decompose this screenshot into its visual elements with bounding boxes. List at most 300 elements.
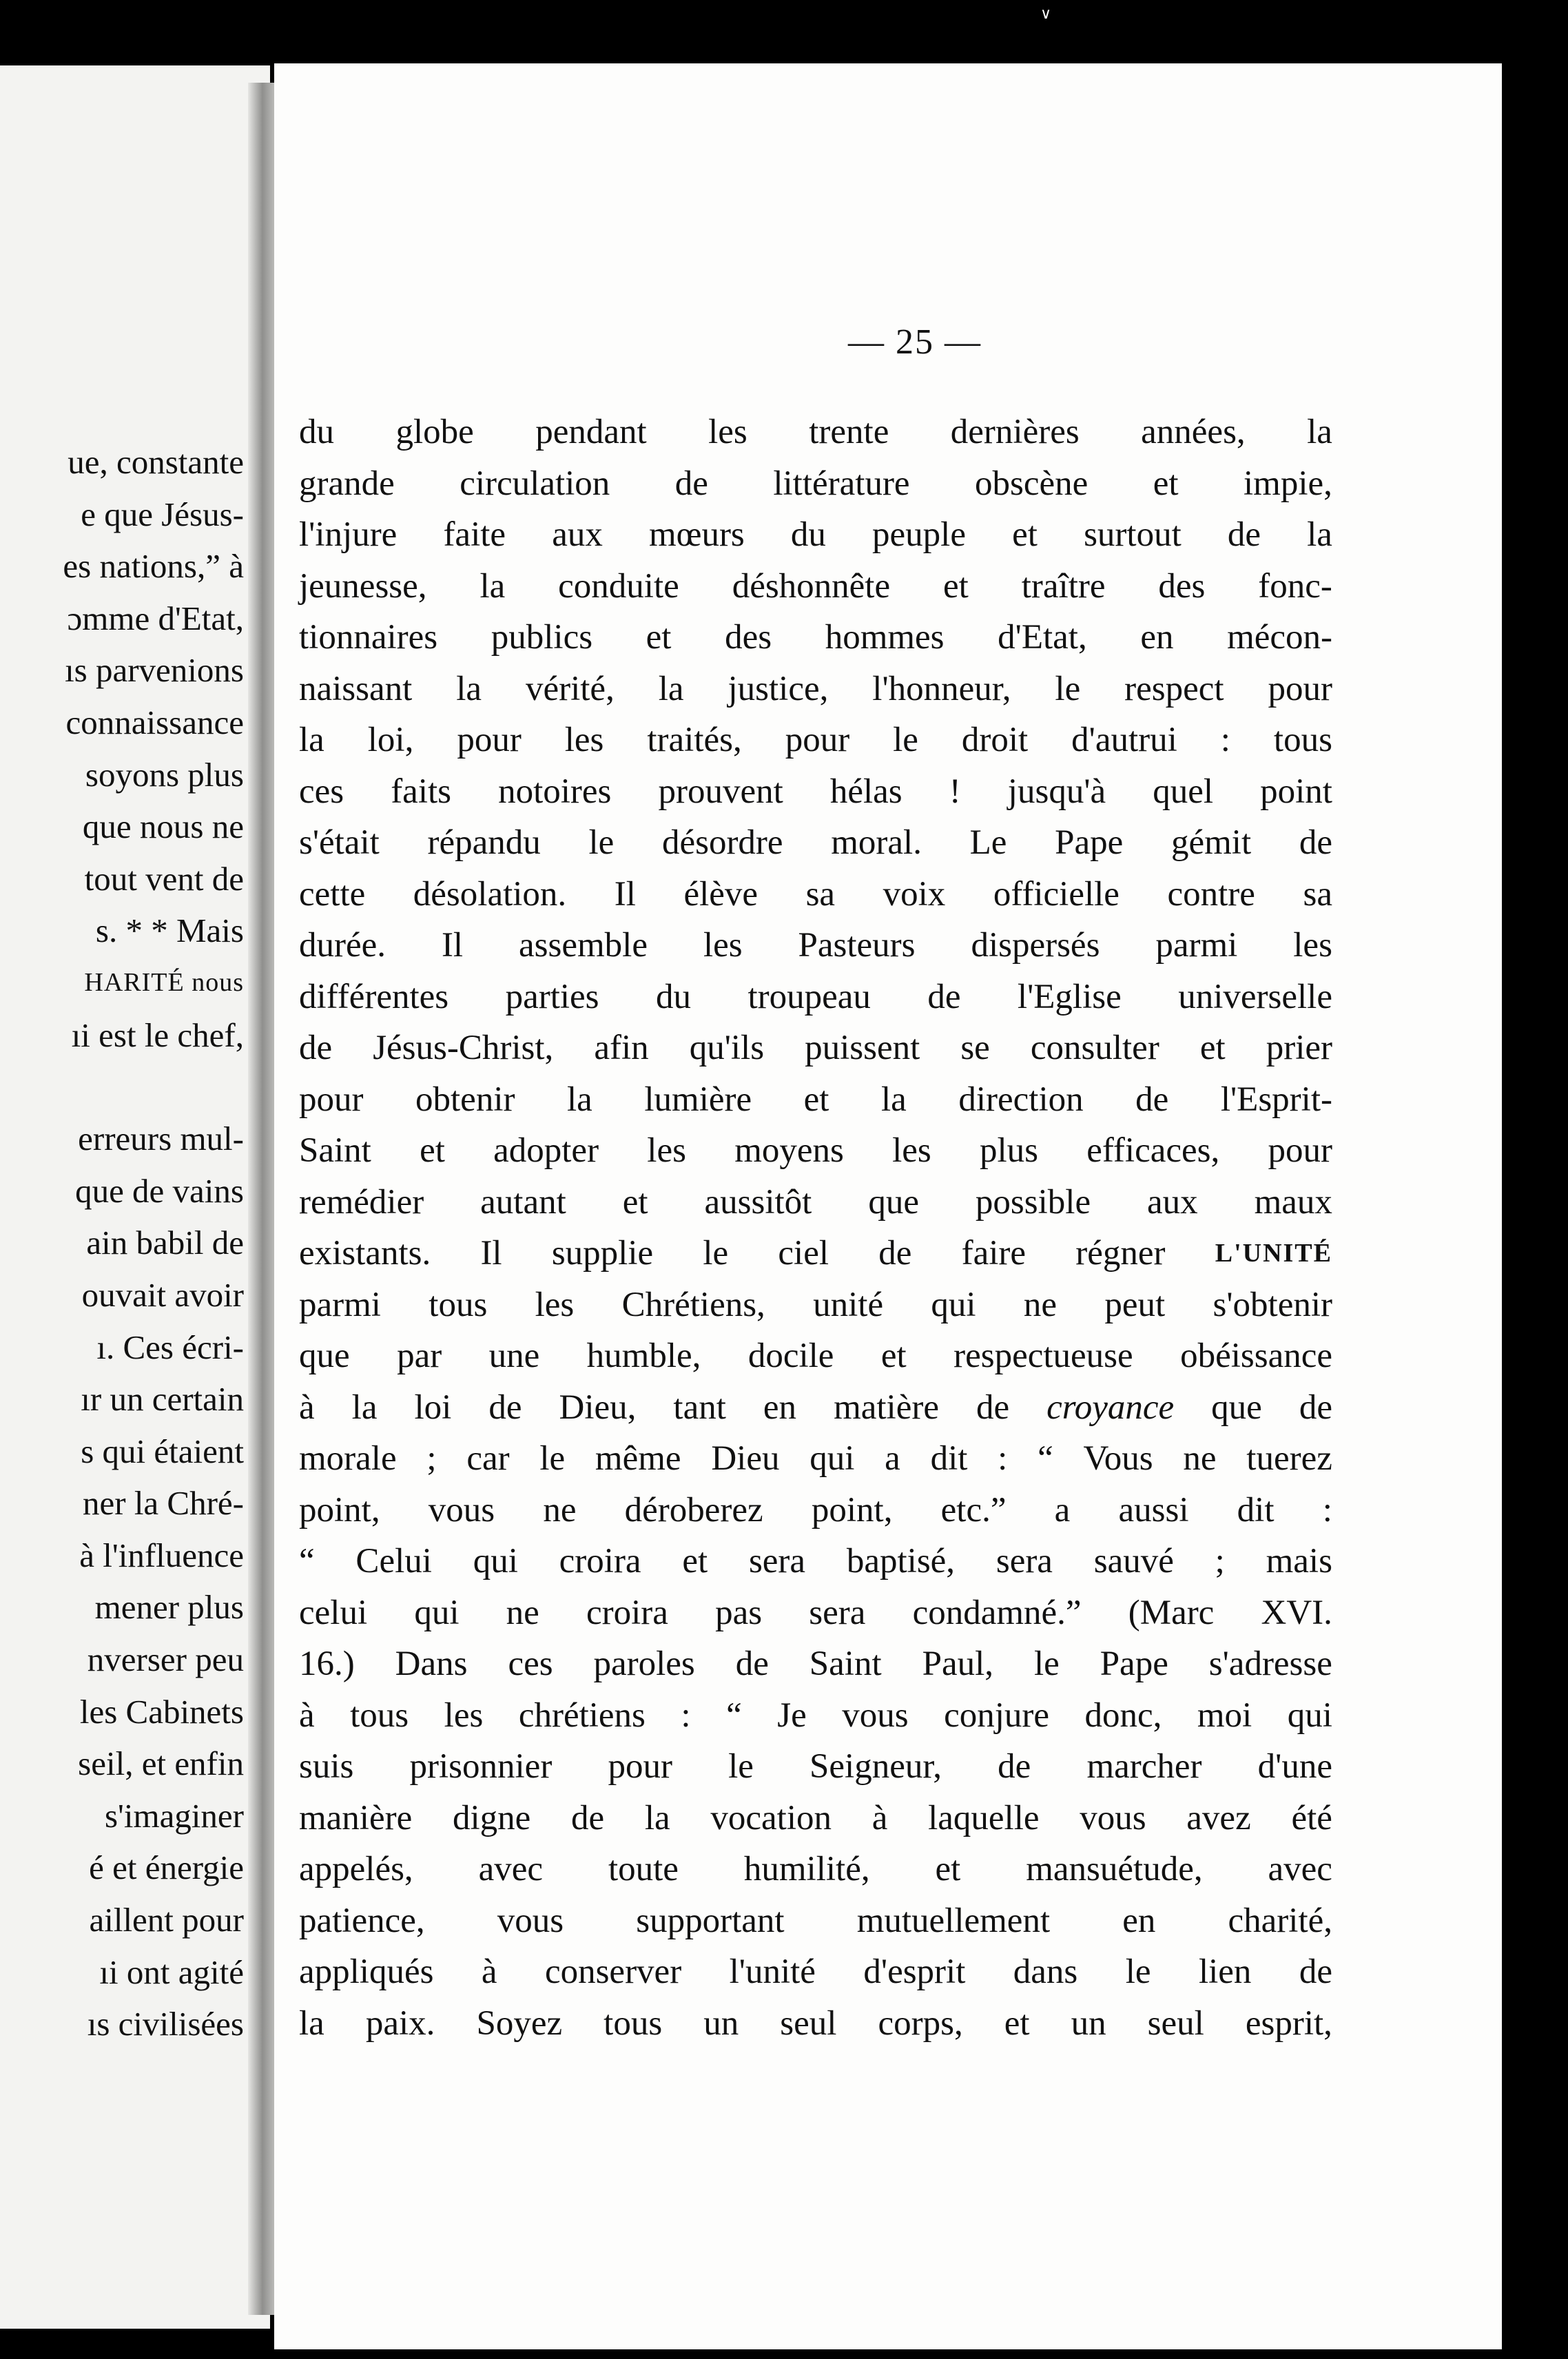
word: voix (883, 874, 946, 914)
word: appelés, (299, 1850, 413, 1888)
previous-page-line: ı. Ces écri- (96, 1328, 244, 1366)
word: efficaces, (1086, 1131, 1220, 1170)
word: toute (608, 1850, 679, 1888)
body-line (299, 1998, 1332, 2050)
body-line (299, 971, 1332, 1023)
word: fonc- (1258, 566, 1332, 606)
body-line (299, 1793, 1332, 1844)
previous-page-line: ue, constante (68, 443, 244, 481)
body-line (299, 1485, 1332, 1536)
word: notoires (498, 772, 612, 811)
body-line (299, 1587, 1332, 1639)
word: d'autrui (1071, 721, 1177, 759)
word: de (1299, 1953, 1332, 1991)
word: de (927, 977, 961, 1016)
word: déroberez (624, 1490, 763, 1529)
word: pour (785, 721, 850, 759)
previous-page-line: erreurs mul- (78, 1120, 244, 1158)
body-line (299, 714, 1332, 766)
word: Soyez (476, 2003, 563, 2043)
word: consulter (1030, 1029, 1159, 1067)
word: humilité, (743, 1850, 870, 1888)
word: pour (457, 721, 522, 759)
previous-page-line: les Cabinets (79, 1692, 244, 1731)
word: et (682, 1542, 708, 1580)
previous-page-line: s qui étaient (81, 1432, 244, 1470)
word: le (893, 721, 918, 759)
previous-page-line: ıi ont agité (99, 1953, 244, 1991)
word: Celui (355, 1542, 432, 1580)
word: matière (834, 1388, 939, 1427)
word: contre (1167, 874, 1255, 914)
word: corps, (878, 2003, 963, 2043)
word: a (1054, 1490, 1071, 1529)
previous-page-line: que de vains (75, 1171, 244, 1210)
word: à (299, 1388, 315, 1427)
page-body-text (299, 406, 1332, 2049)
word: la (351, 1388, 378, 1427)
word: tous (350, 1696, 409, 1735)
word: ces (299, 772, 344, 811)
word: du (790, 515, 826, 554)
word: aussi (1118, 1490, 1189, 1529)
word: assemble (519, 926, 648, 965)
word: patience, (299, 1901, 425, 1940)
word: lumière (644, 1080, 752, 1119)
word: marcher (1086, 1747, 1202, 1786)
word: et (1199, 1029, 1226, 1067)
word: différentes (299, 977, 449, 1016)
word: moi (1197, 1696, 1252, 1735)
word: aux (1147, 1182, 1198, 1222)
word: les (535, 1285, 575, 1324)
word: digne (452, 1798, 531, 1837)
word: Pasteurs (798, 926, 916, 965)
body-line (299, 612, 1332, 663)
word: désordre (661, 823, 783, 862)
body-line (299, 920, 1332, 971)
word: cette (299, 874, 366, 914)
previous-page-line: soyons plus (85, 755, 244, 794)
word: officielle (993, 874, 1120, 914)
word: ne (1183, 1439, 1217, 1478)
word: le (1125, 1953, 1151, 1991)
word: prouvent (658, 772, 783, 811)
word: croira (586, 1593, 668, 1632)
word: grande (299, 464, 395, 503)
previous-page-text (0, 436, 244, 2050)
word: : (1322, 1490, 1332, 1529)
body-line (299, 1741, 1332, 1793)
word: de (998, 1747, 1031, 1786)
word: supportant (636, 1901, 785, 1940)
word: Paul, (922, 1645, 993, 1683)
body-line (299, 663, 1332, 715)
word: d'esprit (863, 1953, 966, 1991)
word: s'adresse (1208, 1645, 1332, 1683)
word: ne (1023, 1285, 1058, 1324)
previous-page-line: ıs parvenions (65, 651, 244, 690)
word: à (299, 1696, 315, 1735)
word: a (885, 1439, 900, 1478)
word: et (943, 566, 969, 606)
word: prisonnier (409, 1747, 553, 1786)
word: L'UNITÉ (1215, 1239, 1332, 1268)
word: l'unité (729, 1953, 816, 1991)
word: loi, (367, 721, 414, 759)
word: de (878, 1234, 912, 1273)
word: publics (491, 618, 593, 657)
word: obscène (975, 464, 1089, 503)
word: la (567, 1080, 592, 1119)
word: pour (1268, 669, 1332, 708)
body-line (299, 561, 1332, 612)
word: pour (1268, 1131, 1332, 1170)
body-line (299, 458, 1332, 510)
word: Saint (299, 1131, 371, 1170)
previous-page-line: que nous ne (82, 807, 244, 846)
body-line (299, 1330, 1332, 1382)
word: et (1012, 515, 1038, 554)
previous-page-line: ain babil de (86, 1224, 244, 1262)
word: gémit (1170, 823, 1252, 862)
word: sa (805, 874, 836, 914)
word: traités, (647, 721, 742, 759)
word: dit (930, 1439, 968, 1478)
word: de (674, 464, 708, 503)
word: en (1122, 1901, 1156, 1940)
word: le (728, 1747, 754, 1786)
word: baptisé, (846, 1542, 956, 1580)
word: mutuellement (856, 1901, 1051, 1940)
word: ! (949, 772, 961, 811)
word: direction (958, 1080, 1084, 1119)
word: peut (1104, 1285, 1166, 1324)
word: vous (428, 1490, 495, 1529)
previous-page-line: nverser peu (87, 1640, 244, 1679)
word: vocation (710, 1798, 832, 1837)
word: que (299, 1337, 350, 1375)
word: un (703, 2003, 739, 2043)
word: désolation. (413, 874, 567, 914)
word: (Marc (1128, 1593, 1215, 1632)
word: pour (299, 1080, 364, 1119)
page-number: — 25 — (848, 322, 982, 362)
word: morale (299, 1439, 397, 1478)
word: mœurs (648, 515, 745, 554)
word: aux (552, 515, 603, 554)
word: Il (480, 1234, 502, 1273)
word: existants. (299, 1234, 431, 1273)
word: mansuétude, (1026, 1850, 1203, 1888)
word: sauvé (1093, 1542, 1174, 1580)
word: seul (780, 2003, 837, 2043)
word: car (466, 1439, 510, 1478)
word: le (588, 823, 615, 862)
word: les (647, 1131, 686, 1170)
word: Pape (1100, 1645, 1168, 1683)
word: du (655, 977, 691, 1016)
word: se (960, 1029, 990, 1067)
word: la (456, 669, 482, 708)
word: littérature (773, 464, 910, 503)
word: esprit, (1245, 2003, 1332, 2043)
word: : (998, 1439, 1008, 1478)
previous-page-line: mener plus (94, 1588, 244, 1627)
word: vous (497, 1901, 564, 1940)
previous-page-line: ouvait avoir (81, 1275, 244, 1314)
body-line (299, 1844, 1332, 1895)
word: parmi (1155, 926, 1238, 965)
word: le (1055, 669, 1081, 708)
word: obtenir (415, 1080, 515, 1119)
word: naissant (299, 669, 413, 708)
word: qu'ils (689, 1029, 765, 1067)
word: sera (748, 1542, 806, 1580)
word: autant (480, 1182, 566, 1222)
word: les (708, 413, 747, 451)
word: Vous (1083, 1439, 1153, 1478)
word: sa (1303, 874, 1332, 914)
word: les (564, 721, 604, 759)
body-line (299, 1690, 1332, 1742)
word: puissent (805, 1029, 920, 1067)
word: paroles (593, 1645, 695, 1683)
word: et (1004, 2003, 1030, 2043)
word: d'une (1257, 1747, 1332, 1786)
word: peuple (872, 515, 966, 554)
word: ne (506, 1593, 539, 1632)
word: surtout (1084, 515, 1182, 554)
previous-page-line: aillent pour (89, 1901, 244, 1939)
word: régner (1075, 1234, 1166, 1273)
word: circulation (460, 464, 610, 503)
word: Il (441, 926, 464, 965)
word: sera (996, 1542, 1053, 1580)
previous-page-fragment (0, 65, 270, 2329)
word: charité, (1228, 1901, 1332, 1940)
word: “ (1038, 1439, 1053, 1478)
word: du (299, 413, 334, 451)
word: laquelle (928, 1798, 1040, 1837)
word: que (868, 1182, 919, 1222)
word: adopter (493, 1131, 599, 1170)
word: et (880, 1337, 907, 1375)
word: vous (842, 1696, 909, 1735)
word: de (1299, 1388, 1332, 1427)
body-line (299, 766, 1332, 818)
word: Jésus-Christ, (373, 1029, 554, 1067)
word: répandu (427, 823, 541, 862)
previous-page-line: connaissance (65, 703, 244, 741)
word: seul (1147, 2003, 1204, 2043)
previous-page-line (0, 1061, 244, 1113)
word: ne (543, 1490, 577, 1529)
word: avec (1268, 1850, 1332, 1888)
word: la (1307, 515, 1332, 554)
word: manière (299, 1798, 413, 1837)
word: troupeau (747, 977, 871, 1016)
word: des (1158, 566, 1206, 606)
word: pas (715, 1593, 763, 1632)
word: même (595, 1439, 681, 1478)
body-line (299, 1638, 1332, 1690)
word: une (488, 1337, 540, 1375)
word: XVI. (1261, 1593, 1332, 1632)
previous-page-line: ır un certain (81, 1380, 244, 1419)
body-line (299, 406, 1332, 458)
word: aussitôt (704, 1182, 812, 1222)
word: croyance (1046, 1388, 1175, 1427)
word: durée. (299, 926, 386, 965)
word: docile (747, 1337, 834, 1375)
word: traître (1021, 566, 1106, 606)
word: les (892, 1131, 931, 1170)
word: unité (813, 1285, 884, 1324)
word: et (803, 1080, 829, 1119)
word: justice, (728, 669, 829, 708)
previous-page-line: s. * * Mais (95, 911, 244, 950)
word: afin (594, 1029, 649, 1067)
word: hélas (829, 772, 902, 811)
word: universelle (1178, 977, 1332, 1016)
word: l'Eglise (1017, 977, 1122, 1016)
word: la (299, 721, 324, 759)
word: et (935, 1850, 961, 1888)
current-page (274, 63, 1502, 2349)
body-line (299, 509, 1332, 561)
word: faire (961, 1234, 1027, 1273)
word: celui (299, 1593, 368, 1632)
body-line (299, 1433, 1332, 1485)
word: déshonnête (732, 566, 891, 606)
word: 16.) (299, 1645, 355, 1683)
word: les (1293, 926, 1332, 965)
word: pendant (535, 413, 647, 451)
body-line (299, 869, 1332, 920)
word: “ (726, 1696, 742, 1735)
previous-page-line: HARITÉ nous (84, 967, 244, 997)
word: prier (1266, 1029, 1332, 1067)
word: plus (979, 1131, 1038, 1170)
word: qui (473, 1542, 518, 1580)
word: croira (559, 1542, 641, 1580)
word: jeunesse, (299, 566, 427, 606)
word: élève (683, 874, 759, 914)
body-line (299, 817, 1332, 869)
word: etc.” (940, 1490, 1007, 1529)
previous-page-line: seil, et enfin (78, 1744, 244, 1783)
word: tant (673, 1388, 726, 1427)
word: point (1260, 772, 1332, 811)
word: qui (1287, 1696, 1332, 1735)
word: droit (961, 721, 1029, 759)
word: s'obtenir (1213, 1285, 1332, 1324)
previous-page-line: à l'influence (79, 1536, 244, 1574)
word: trente (809, 413, 889, 451)
word: de (299, 1029, 333, 1067)
word: dernières (950, 413, 1080, 451)
word: le (539, 1439, 566, 1478)
word: années, (1141, 413, 1246, 451)
word: suis (299, 1747, 354, 1786)
word: tionnaires (299, 618, 438, 657)
word: et (646, 618, 672, 657)
word: Dieu, (559, 1388, 637, 1427)
previous-page-line: tout vent de (84, 859, 244, 898)
word: Pape (1055, 823, 1124, 862)
scan-corner-mark: ∨ (1040, 6, 1052, 23)
word: et (622, 1182, 648, 1222)
word: mais (1266, 1542, 1332, 1580)
previous-page-line: ner la Chré- (83, 1484, 244, 1523)
word: sera (809, 1593, 866, 1632)
word: ; (426, 1439, 437, 1478)
word: la (881, 1080, 907, 1119)
previous-page-line: ıi est le chef, (71, 1016, 244, 1054)
word: ; (1215, 1542, 1225, 1580)
word: la (644, 1798, 670, 1837)
word: qui (809, 1439, 855, 1478)
word: l'honneur, (872, 669, 1011, 708)
word: à (871, 1798, 888, 1837)
word: globe (395, 413, 474, 451)
previous-page-line: ɔmme d'Etat, (67, 599, 244, 637)
word: Il (614, 874, 636, 914)
word: paix. (365, 2003, 435, 2043)
word: de (1299, 823, 1332, 862)
word: la (479, 566, 506, 606)
word: par (397, 1337, 442, 1375)
word: chrétiens (518, 1696, 646, 1735)
word: quel (1153, 772, 1214, 811)
word: jusqu'à (1007, 772, 1106, 811)
word: tuerez (1246, 1439, 1332, 1478)
word: appliqués (299, 1953, 434, 1991)
word: loi (414, 1388, 452, 1427)
word: parties (505, 977, 599, 1016)
word: l'injure (299, 515, 398, 554)
word: moral. (831, 823, 922, 862)
word: respect (1124, 669, 1224, 708)
word: lien (1198, 1953, 1252, 1991)
word: conserver (544, 1953, 682, 1991)
word: le (703, 1234, 729, 1273)
word: la (658, 669, 684, 708)
word: la (1307, 413, 1332, 451)
body-line (299, 1228, 1332, 1279)
word: mécon- (1227, 618, 1332, 657)
word: et (1153, 464, 1179, 503)
word: en (1140, 618, 1174, 657)
word: l'Esprit- (1220, 1080, 1332, 1119)
body-line (299, 1074, 1332, 1126)
word: dans (1013, 1953, 1078, 1991)
word: dispersés (971, 926, 1100, 965)
word: condamné.” (912, 1593, 1082, 1632)
word: Le (969, 823, 1007, 862)
body-line (299, 1279, 1332, 1331)
word: impie, (1244, 464, 1332, 503)
word: de (570, 1798, 605, 1837)
word: ces (508, 1645, 553, 1683)
word: les (444, 1696, 484, 1735)
word: supplie (551, 1234, 654, 1273)
word: Saint (809, 1645, 882, 1683)
word: humble, (586, 1337, 701, 1375)
word: ciel (778, 1234, 829, 1273)
word: tous (1273, 721, 1332, 759)
